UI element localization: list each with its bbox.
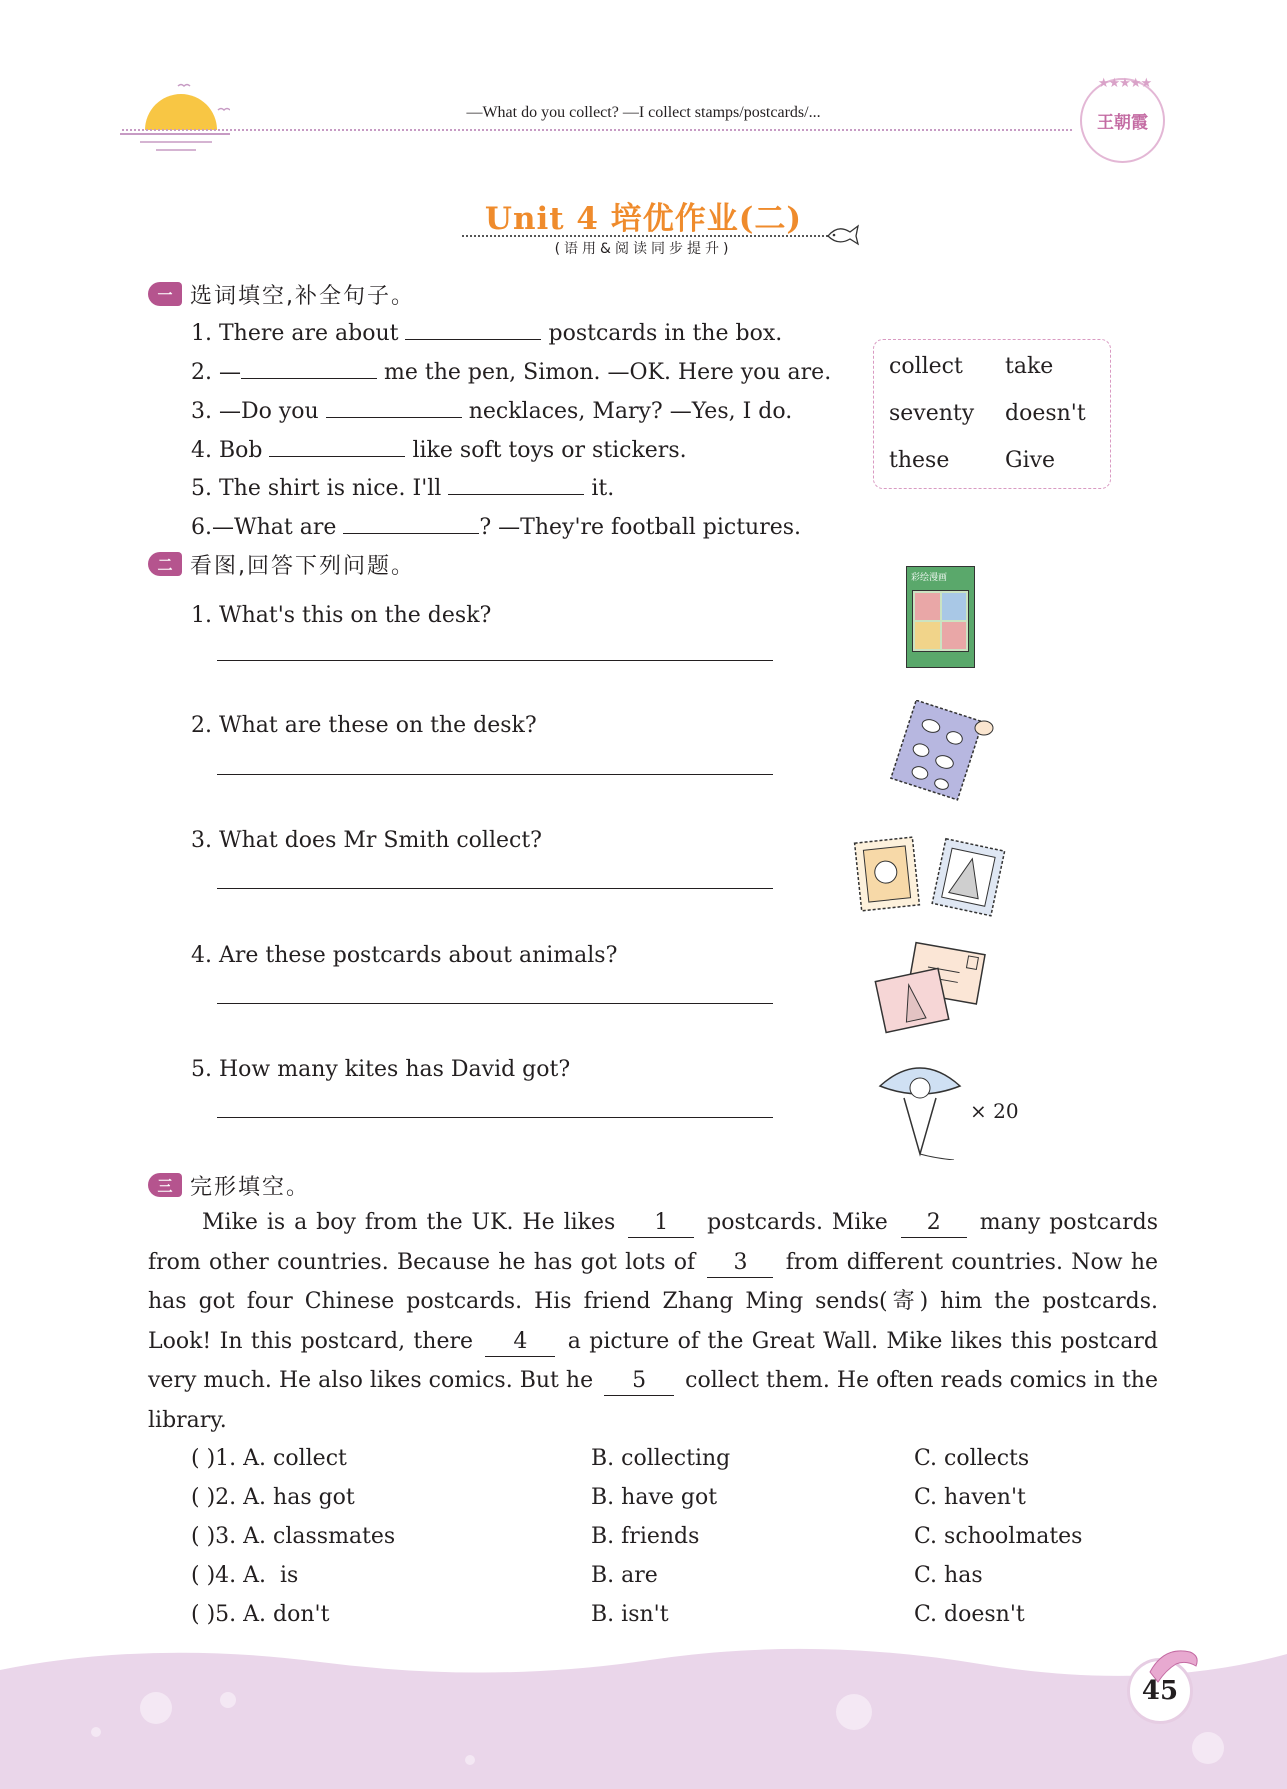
s1-item-4 bbox=[191, 437, 687, 463]
logo-text: 王朝霞 bbox=[1097, 113, 1148, 133]
s2-answer-line-5[interactable] bbox=[217, 1117, 773, 1118]
s1-item-4-text-after: like soft toys or stickers. bbox=[412, 438, 687, 463]
s1-item-6 bbox=[191, 514, 801, 540]
s2-answer-line-4[interactable] bbox=[217, 1003, 773, 1004]
word-bank-item: collect bbox=[889, 354, 963, 379]
page-title-wrap bbox=[0, 193, 1287, 238]
section-2-heading bbox=[148, 551, 415, 577]
option-c: C. haven't bbox=[914, 1485, 1026, 1510]
option-row-1 bbox=[191, 1446, 347, 1471]
answer-paren[interactable]: ( ) bbox=[191, 1485, 216, 1510]
section-3-title: 完形填空。 bbox=[190, 1174, 311, 1200]
s1-item-1 bbox=[191, 320, 782, 346]
stars-icon: ★★★★★ bbox=[1097, 76, 1152, 91]
option-row-3 bbox=[191, 1524, 395, 1549]
option-row-2 bbox=[191, 1485, 355, 1510]
s1-item-2 bbox=[191, 359, 831, 385]
s2-question-3: 3. What does Mr Smith collect? bbox=[191, 828, 542, 853]
option-b: B. are bbox=[591, 1563, 658, 1588]
footer-wave-decoration bbox=[0, 1640, 1287, 1789]
s2-question-4: 4. Are these postcards about animals? bbox=[191, 943, 618, 968]
s1-blank-6[interactable] bbox=[343, 514, 479, 534]
word-bank-item: Give bbox=[1005, 448, 1056, 473]
s1-item-2-text: 2. — bbox=[191, 360, 241, 385]
answer-paren[interactable]: ( ) bbox=[191, 1446, 216, 1471]
s1-blank-3[interactable] bbox=[326, 398, 462, 418]
passage-text: postcards. Mike bbox=[707, 1210, 888, 1235]
answer-paren[interactable]: ( ) bbox=[191, 1563, 216, 1588]
option-b: B. have got bbox=[591, 1485, 718, 1510]
s2-question-5: 5. How many kites has David got? bbox=[191, 1057, 571, 1082]
stamps-image bbox=[852, 834, 1012, 924]
s1-blank-2[interactable] bbox=[241, 359, 377, 379]
cloze-blank-5[interactable]: 5 bbox=[604, 1367, 674, 1396]
cloze-blank-1[interactable]: 1 bbox=[628, 1209, 694, 1238]
kite-count-label: × 20 bbox=[970, 1099, 1019, 1123]
postcards-image bbox=[874, 940, 986, 1035]
s1-item-2-text-after: me the pen, Simon. —OK. Here you are. bbox=[383, 360, 832, 385]
passage-text: collect them. He often reads comics in the library. bbox=[148, 1368, 1158, 1433]
dolphin-icon bbox=[1146, 1642, 1204, 1688]
page-subtitle: (语用&阅读同步提升) bbox=[554, 241, 733, 257]
s1-blank-5[interactable] bbox=[448, 475, 584, 495]
s1-item-1-text: 1. There are about bbox=[191, 321, 399, 346]
s1-item-3-text-after: necklaces, Mary? —Yes, I do. bbox=[468, 399, 793, 424]
option-b: B. collecting bbox=[591, 1446, 731, 1471]
section-3-badge: 三 bbox=[148, 1173, 182, 1197]
s1-item-5-text-after: it. bbox=[591, 476, 615, 501]
answer-paren[interactable]: ( ) bbox=[191, 1524, 216, 1549]
page-title: Unit 4 培优作业(二) bbox=[484, 201, 803, 237]
cloze-passage bbox=[148, 1203, 1158, 1440]
word-bank-item: doesn't bbox=[1005, 401, 1086, 426]
word-bank-item: seventy bbox=[889, 401, 975, 426]
s1-item-3-text: 3. —Do you bbox=[191, 399, 319, 424]
option-a: 1. A. collect bbox=[215, 1446, 347, 1471]
s1-blank-4[interactable] bbox=[269, 437, 405, 457]
passage-text: Mike is a boy from the UK. He likes bbox=[202, 1210, 616, 1235]
cloze-blank-2[interactable]: 2 bbox=[901, 1209, 967, 1238]
option-row-5 bbox=[191, 1602, 329, 1627]
s2-answer-line-1[interactable] bbox=[217, 660, 773, 661]
option-a: 3. A. classmates bbox=[215, 1524, 396, 1549]
passage-text: many postcards from other countries. Because he has got lots of bbox=[148, 1210, 1158, 1275]
s1-item-4-text: 4. Bob bbox=[191, 438, 263, 463]
section-1-title: 选词填空,补全句子。 bbox=[190, 283, 415, 309]
s1-blank-1[interactable] bbox=[405, 320, 541, 340]
s1-item-3 bbox=[191, 398, 792, 424]
section-2-title: 看图,回答下列问题。 bbox=[190, 553, 415, 579]
word-bank-box bbox=[873, 339, 1111, 489]
option-c: C. has bbox=[914, 1563, 983, 1588]
word-bank-item: take bbox=[1005, 354, 1054, 379]
option-a: 2. A. has got bbox=[215, 1485, 355, 1510]
s2-answer-line-3[interactable] bbox=[217, 888, 773, 889]
section-3-heading bbox=[148, 1172, 310, 1198]
section-2-badge: 二 bbox=[148, 552, 182, 576]
word-bank-item: these bbox=[889, 448, 950, 473]
header-subtitle: —What do you collect? —I collect stamps/postcards/... bbox=[466, 104, 821, 121]
stickers-image bbox=[884, 700, 996, 802]
s1-item-5-text: 5. The shirt is nice. I'll bbox=[191, 476, 442, 501]
s1-item-6-text: 6.—What are bbox=[191, 515, 337, 540]
page-number: 45 bbox=[1127, 1658, 1193, 1724]
option-row-4 bbox=[191, 1563, 298, 1588]
cloze-blank-4[interactable]: 4 bbox=[485, 1328, 555, 1357]
publisher-logo bbox=[1080, 78, 1165, 163]
option-b: B. friends bbox=[591, 1524, 700, 1549]
kite-image bbox=[874, 1058, 966, 1160]
section-1-heading bbox=[148, 281, 415, 307]
option-c: C. collects bbox=[914, 1446, 1030, 1471]
comic-cover-title: 彩绘漫画 bbox=[911, 573, 948, 583]
option-c: C. schoolmates bbox=[914, 1524, 1083, 1549]
cloze-blank-3[interactable]: 3 bbox=[707, 1249, 773, 1278]
option-c: C. doesn't bbox=[914, 1602, 1025, 1627]
s1-item-6-text-after: ? —They're football pictures. bbox=[479, 515, 802, 540]
section-1-badge: 一 bbox=[148, 282, 182, 306]
passage-text: a picture of the Great Wall. Mike likes this postcard very much. He also likes comics. But he bbox=[148, 1328, 1158, 1393]
s1-item-5 bbox=[191, 475, 614, 501]
passage-text: from different countries. Now he has got four Chinese postcards. His friend Zhang Ming sends(寄) him the postcards. Look! In this postcard, there bbox=[148, 1249, 1159, 1354]
comic-book-image bbox=[906, 566, 975, 668]
answer-paren[interactable]: ( ) bbox=[191, 1602, 216, 1627]
s1-item-1-text-after: postcards in the box. bbox=[548, 321, 783, 346]
option-a: 4. A. is bbox=[215, 1563, 299, 1588]
option-b: B. isn't bbox=[591, 1602, 669, 1627]
s2-question-1: 1. What's this on the desk? bbox=[191, 603, 492, 628]
header-dotted-line bbox=[122, 129, 1072, 131]
option-a: 5. A. don't bbox=[215, 1602, 330, 1627]
title-dotted-line bbox=[462, 235, 828, 237]
s2-question-2: 2. What are these on the desk? bbox=[191, 713, 537, 738]
s2-answer-line-2[interactable] bbox=[217, 774, 773, 775]
